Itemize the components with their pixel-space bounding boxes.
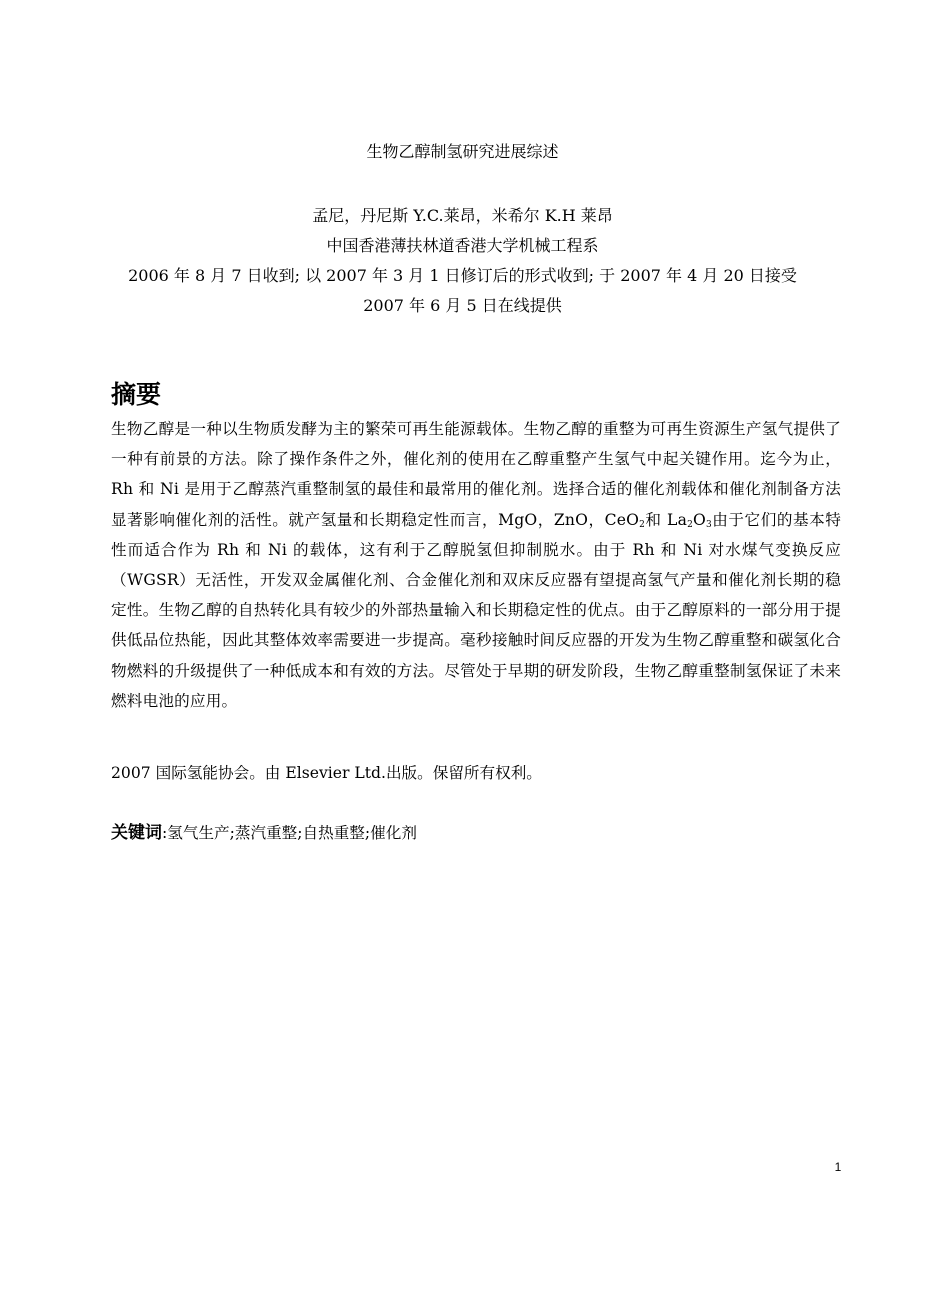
keywords-label: 关键词	[111, 823, 162, 843]
keywords-value: 氢气生产;蒸汽重整;自热重整;催化剂	[167, 824, 417, 842]
subscript-o3: 3	[706, 519, 712, 530]
affiliation: 中国香港薄扶林道香港大学机械工程系	[326, 236, 599, 255]
author-block	[0, 201, 925, 321]
submission-history: 2006 年 8 月 7 日收到; 以 2007 年 3 月 1 日修订后的形式收到; 于 2007 年 4 月 20 日接受	[128, 266, 797, 285]
author-list: 孟尼，丹尼斯 Y.C.莱昂，米希尔 K.H 莱昂	[312, 206, 613, 225]
online-date: 2007 年 6 月 5 日在线提供	[363, 296, 562, 315]
subscript-ceo2: 2	[639, 519, 646, 530]
abstract-text-1: 生物乙醇是一种以生物质发酵为主的繁荣可再生能源载体。生物乙醇的重整为可再生资源生产氢气提供了一种有前景的方法。除了操作条件之外，催化剂的使用在乙醇重整产生氢气中起关键作用。迄今为止，Rh 和 Ni 是用于乙醇蒸汽重整制氢的最佳和最常用的催化剂。选择合适的催化剂载体和催化剂制备方法显著影响催化剂的活性。就产氢量和长期稳定性而言，MgO，ZnO，CeO	[111, 420, 841, 529]
page-number: 1	[834, 1160, 842, 1174]
abstract-text-3: O	[693, 510, 707, 529]
keywords-colon: :	[162, 824, 168, 842]
abstract-text-4: 由于它们的基本特性而适合作为 Rh 和 Ni 的载体，这有利于乙醇脱氢但抑制脱水。由于 Rh 和 Ni 对水煤气变换反应（WGSR）无活性，开发双金属催化剂、合金催化剂和双床反应器有望提高氢气产量和催化剂长期的稳定性。生物乙醇的自热转化具有较少的外部热量输入和长期稳定性的优点。由于乙醇原料的一部分用于提供低品位热能，因此其整体效率需要进一步提高。毫秒接触时间反应器的开发为生物乙醇重整和碳氢化合物燃料的升级提供了一种低成本和有效的方法。尽管处于早期的研发阶段，生物乙醇重整制氢保证了未来燃料电池的应用。	[111, 510, 841, 710]
copyright-notice: 2007 国际氢能协会。由 Elsevier Ltd.出版。保留所有权利。	[111, 764, 542, 782]
paper-title: 生物乙醇制氢研究进展综述	[366, 142, 559, 161]
subscript-la2: 2	[687, 519, 694, 530]
abstract-text-2: 和 La	[645, 510, 688, 529]
keywords-line	[111, 818, 417, 848]
abstract-heading: 摘要	[111, 380, 162, 409]
abstract-body	[111, 414, 841, 716]
